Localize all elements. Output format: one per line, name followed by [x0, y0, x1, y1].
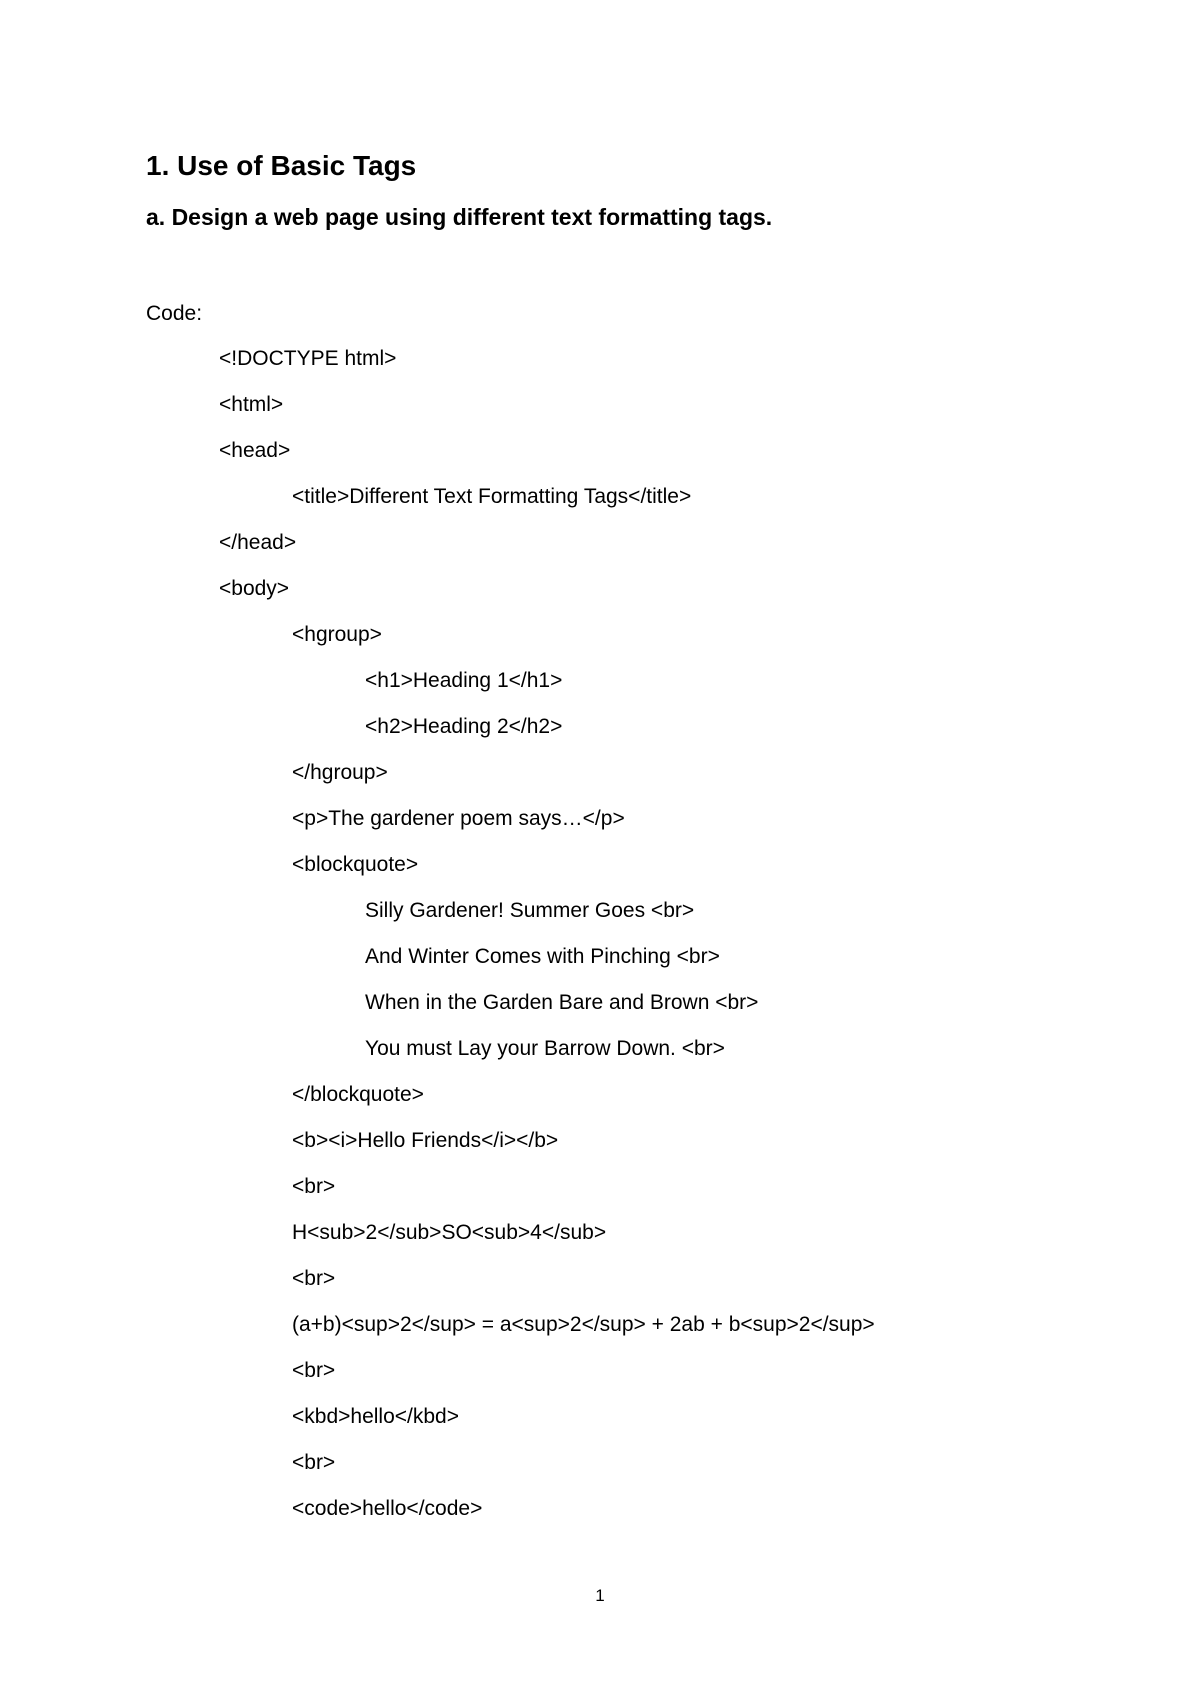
code-line: Silly Gardener! Summer Goes <br> — [365, 899, 695, 922]
code-line: <hgroup> — [292, 623, 382, 646]
section-title: 1. Use of Basic Tags — [146, 150, 417, 181]
code-line: (a+b)<sup>2</sup> = a<sup>2</sup> + 2ab + b<sup>2</sup> — [292, 1313, 875, 1336]
code-line: <code>hello</code> — [292, 1497, 483, 1520]
code-line: And Winter Comes with Pinching <br> — [365, 945, 720, 968]
code-line: <b><i>Hello Friends</i></b> — [292, 1129, 559, 1152]
code-line: <h1>Heading 1</h1> — [365, 669, 563, 692]
page-number: 1 — [595, 1586, 605, 1605]
code-line: <kbd>hello</kbd> — [292, 1405, 459, 1428]
code-line: <br> — [292, 1359, 336, 1382]
code-listing — [0, 344, 1200, 1540]
code-line: </head> — [219, 531, 297, 554]
code-line: <br> — [292, 1451, 336, 1474]
code-line: You must Lay your Barrow Down. <br> — [365, 1037, 725, 1060]
code-line: <head> — [219, 439, 291, 462]
code-line: <h2>Heading 2</h2> — [365, 715, 563, 738]
code-line: <blockquote> — [292, 853, 419, 876]
code-line: </blockquote> — [292, 1083, 424, 1106]
code-line: When in the Garden Bare and Brown <br> — [365, 991, 759, 1014]
code-line: <!DOCTYPE html> — [219, 347, 397, 370]
code-line: </hgroup> — [292, 761, 388, 784]
code-line: <body> — [219, 577, 290, 600]
code-line: <title>Different Text Formatting Tags</title> — [292, 485, 692, 508]
code-line: <br> — [292, 1175, 336, 1198]
exercise-subtitle: a. Design a web page using different text formatting tags. — [146, 204, 773, 230]
code-label: Code: — [146, 302, 203, 325]
code-line: <p>The gardener poem says…</p> — [292, 807, 625, 830]
code-line: <br> — [292, 1267, 336, 1290]
code-line: H<sub>2</sub>SO<sub>4</sub> — [292, 1221, 607, 1244]
code-line: <html> — [219, 393, 284, 416]
